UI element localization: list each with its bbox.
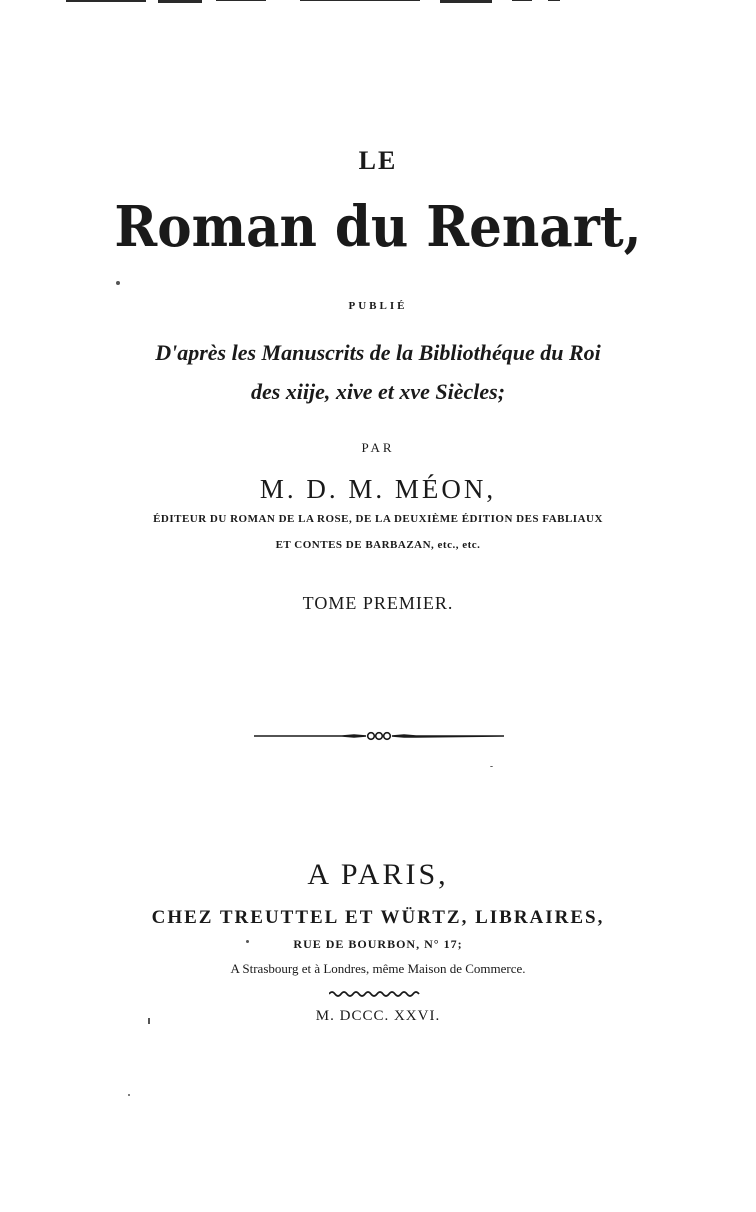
published-label: PUBLIÉ [348, 300, 408, 312]
subtitle-line-1: D'après les Manuscrits de la Bibliothéque du Roi [155, 340, 601, 365]
paper-speck [490, 766, 493, 767]
imprint-address: RUE DE BOURBON, N° 17; [293, 937, 463, 951]
by-label: PAR [361, 440, 395, 455]
paper-speck [128, 1094, 130, 1096]
editor-credits-line-1: ÉDITEUR DU ROMAN DE LA ROSE, DE LA DEUXIÈME ÉDITION DES FABLIAUX [153, 513, 603, 525]
editor-credits-line-2: ET CONTES DE BARBAZAN, etc., etc. [275, 539, 481, 551]
paper-speck [246, 940, 249, 943]
imprint-date: M. DCCC. XXVI. [315, 1008, 441, 1024]
ornamental-rule [254, 728, 504, 744]
imprint-strasbourg: A Strasbourg et à Londres, même Maison de Commerce. [230, 961, 526, 976]
imprint-publisher: CHEZ TREUTTEL ET WÜRTZ, LIBRAIRES, [151, 907, 605, 928]
main-title: Roman du Renart, [114, 194, 642, 260]
top-border-mark [300, 0, 420, 1]
squiggle-divider [329, 990, 421, 998]
top-border-mark [512, 0, 532, 1]
paper-speck [116, 281, 120, 285]
top-border-mark [216, 0, 266, 1]
paper-speck [148, 1018, 150, 1024]
imprint-city: A PARIS, [307, 858, 449, 891]
top-border-mark [158, 0, 202, 3]
top-border-mark [440, 0, 492, 3]
subtitle-line-2: des xiije, xive et xve Siècles; [250, 379, 506, 404]
title-le: LE [358, 146, 398, 175]
top-border-mark [548, 0, 560, 1]
top-border-mark [66, 0, 146, 2]
volume-label: TOME PREMIER. [302, 593, 454, 613]
author-name: M. D. M. MÉON, [259, 474, 497, 504]
